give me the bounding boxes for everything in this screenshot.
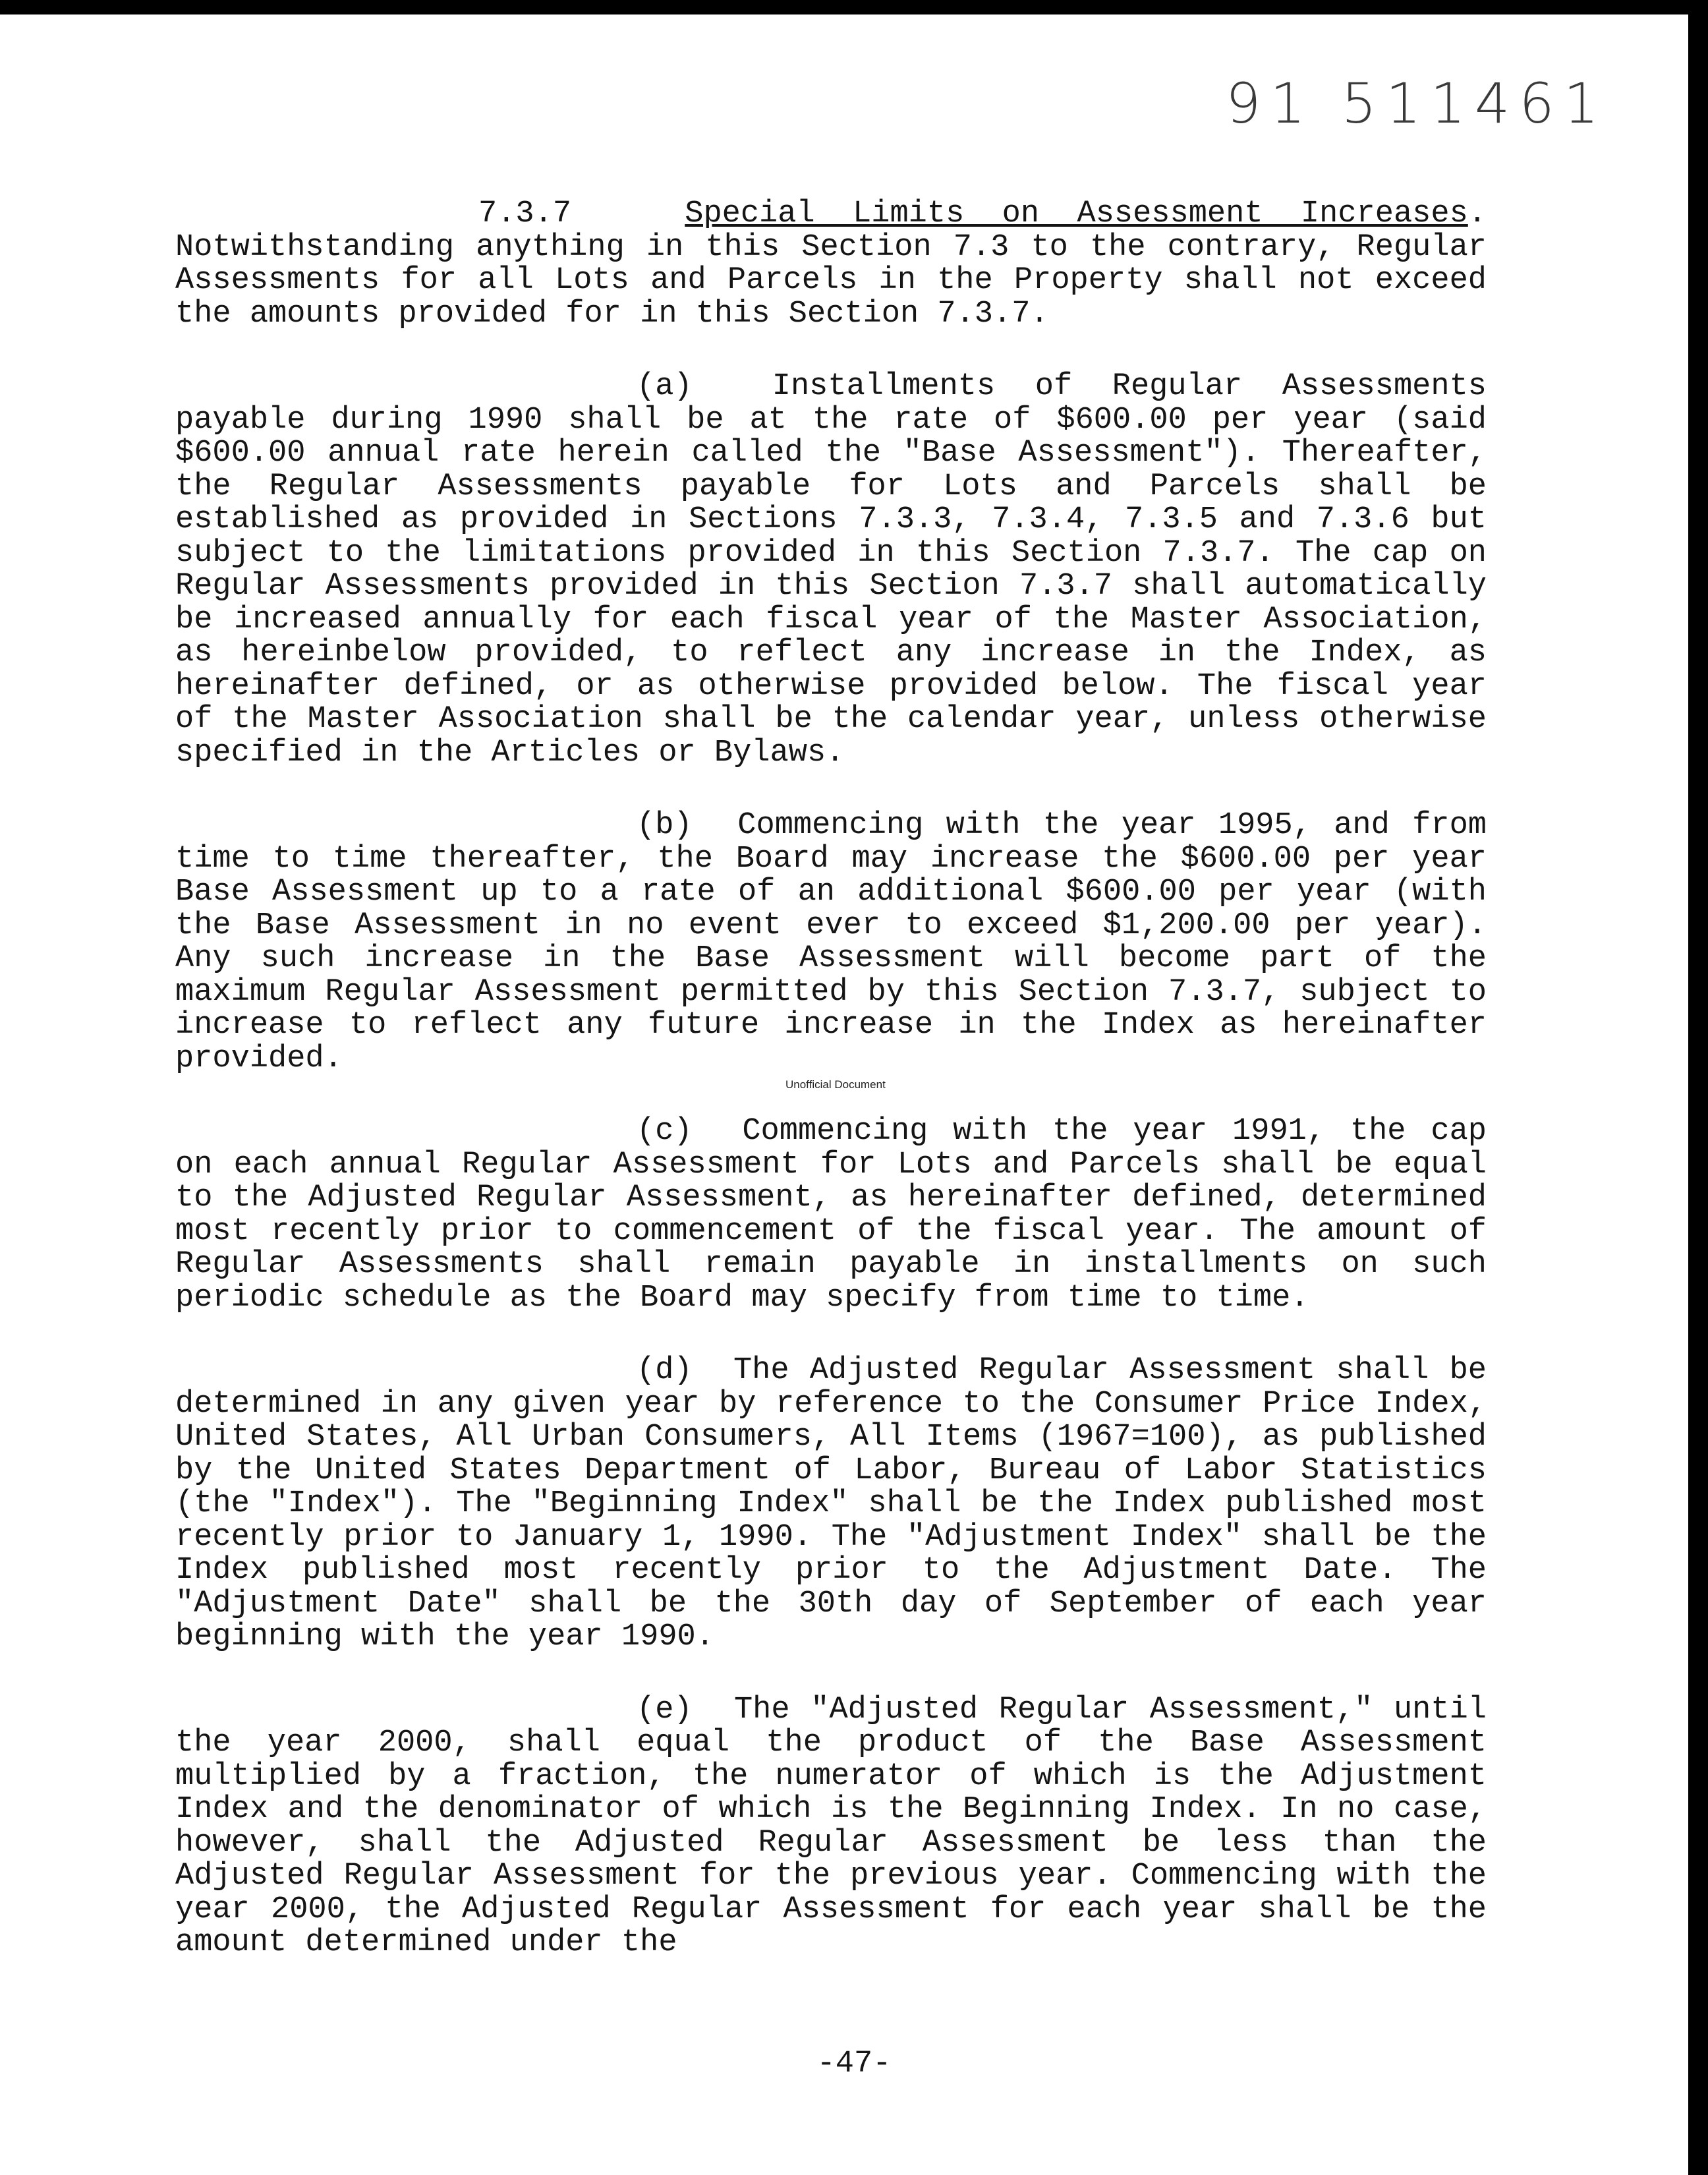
section-intro: Notwithstanding anything in this Section 7.3 to the contrary, Regular Assessments for all Lots and Parcels in the Property shall not exceed the amounts provided for in this Section 7.3.7. <box>175 229 1487 332</box>
page-number: -47- <box>816 2046 892 2081</box>
document-number: 91 511461 <box>1226 71 1608 136</box>
paragraph-label: (c) <box>637 1114 693 1149</box>
section-7-3-7: 7.3.7 Special Limits on Assessment Increases. Notwithstanding anything in this Section 7.3 to the contrary, Regular Assessments for all Lots and Parcels in the Property shall not exceed the amounts provided for in this Section 7.3.7. <box>175 196 1487 332</box>
paragraph-text: Installments of Regular Assessments payable during 1990 shall be at the rate of $600.00 per year (said $600.00 annual rate herein called the "Base Assessment"). Thereafter, the Regular Assessments payable for Lots and Parcels shall be established as provided in Sections 7.3.3, 7.3.4, 7.3.5 and 7.3.6 but subject to the limitations provided in this Section 7.3.7. The cap on Regular Assessments provided in this Section 7.3.7 shall automatically be increased annually for each fiscal year of the Master Association, as hereinbelow provided, to reflect any increase in the Index, as hereinafter defined, or as otherwise provided below. The fiscal year of the Master Association shall be the calendar year, unless otherwise specified in the Articles or Bylaws. <box>175 369 1487 770</box>
paragraph-label: (e) <box>637 1692 693 1727</box>
paragraph-text: Commencing with the year 1991, the cap on each annual Regular Assessment for Lots and Parcels shall be equal to the Adjusted Regular Assessment, as hereinafter defined, determined most recently prior to commencement of the fiscal year. The amount of Regular Assessments shall remain payable in installments on such periodic schedule as the Board may specify from time to time. <box>175 1114 1487 1316</box>
paragraph-a <box>175 370 1487 770</box>
paragraph-c <box>175 1115 1487 1315</box>
paragraph-label: (b) <box>637 808 693 843</box>
paragraph-b <box>175 809 1487 1076</box>
paragraph-text: Commencing with the year 1995, and from time to time thereafter, the Board may increase the $600.00 per year Base Assessment up to a rate of an additional $600.00 per year (with the Base Assessment in no event ever to exceed $1,200.00 per year). Any such increase in the Base Assessment will become part of the maximum Regular Assessment permitted by this Section 7.3.7, subject to increase to reflect any future increase in the Index as hereinafter provided. <box>175 808 1487 1076</box>
paragraph-e <box>175 1694 1487 1960</box>
section-title: Special Limits on Assessment Increases <box>685 196 1468 231</box>
scan-top-border <box>0 0 1708 14</box>
paragraph-text: The "Adjusted Regular Assessment," until the year 2000, shall equal the product of the Base Assessment multiplied by a fraction, the numerator of which is the Adjustment Index and the denominator of which is the Beginning Index. In no case, however, shall the Adjusted Regular Assessment be less than the Adjusted Regular Assessment for the previous year. Commencing with the year 2000, the Adjusted Regular Assessment for each year shall be the amount determined under the <box>175 1692 1487 1960</box>
scan-right-border <box>1688 0 1708 2175</box>
paragraph-text: The Adjusted Regular Assessment shall be determined in any given year by reference to the Consumer Price Index, United States, All Urban Consumers, All Items (1967=100), as published by the United States Department of Labor, Bureau of Labor Statistics (the "Index"). The "Beginning Index" shall be the Index published most recently prior to January 1, 1990. The "Adjustment Index" shall be the Index published most recently prior to the Adjustment Date. The "Adjustment Date" shall be the 30th day of September of each year beginning with the year 1990. <box>175 1353 1487 1654</box>
paragraph-label: (d) <box>637 1353 693 1388</box>
document-body <box>175 198 1487 2000</box>
paragraph-d <box>175 1354 1487 1654</box>
section-number: 7.3.7 <box>478 196 572 231</box>
paragraph-label: (a) <box>637 369 693 404</box>
unofficial-watermark: Unofficial Document <box>785 1078 886 1091</box>
